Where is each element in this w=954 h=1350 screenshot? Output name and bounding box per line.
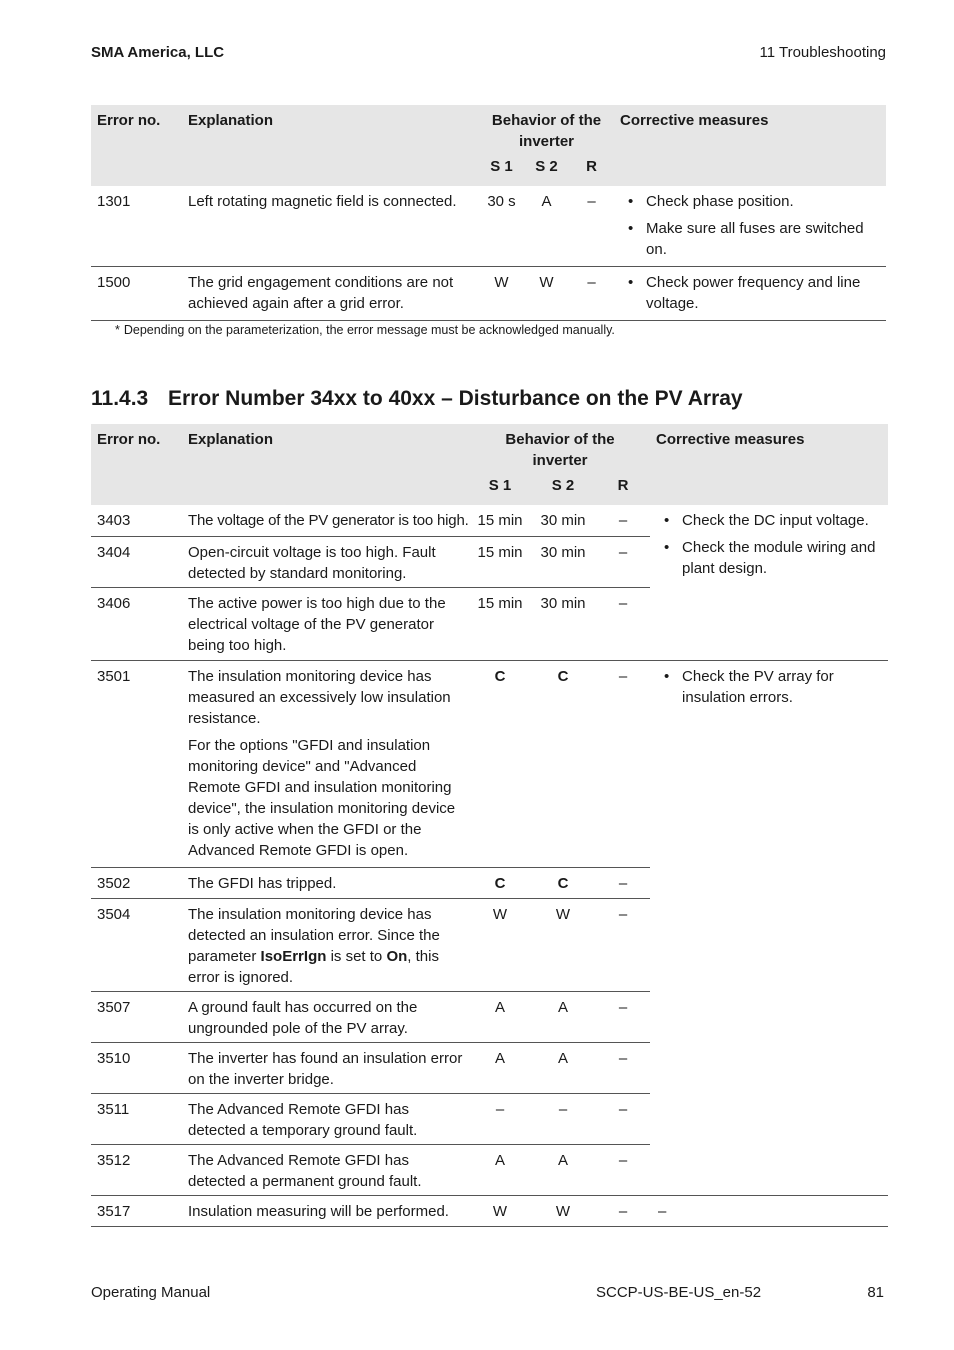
behavior-s2: W	[524, 267, 569, 321]
behavior-s2: 30 min	[540, 512, 586, 529]
col-error-no: Error no.	[91, 424, 182, 475]
explanation: A ground fault has occurred on the ungrounded pole of the PV array.	[182, 991, 470, 1042]
behavior-s1: W	[470, 898, 530, 991]
error-number: 3517	[91, 1195, 182, 1226]
col-s2: S 2	[530, 475, 596, 505]
behavior-s1: W	[479, 267, 524, 321]
error-number: 3406	[91, 587, 182, 660]
behavior-r: –	[596, 867, 650, 898]
error-table-2	[91, 424, 888, 1227]
table-row	[91, 267, 886, 321]
explanation: Open-circuit voltage is too high. Fault detected by standard monitoring.	[182, 536, 470, 587]
footer-doc-id: SCCP-US-BE-US_en-52	[596, 1284, 762, 1301]
error-number: 3501	[91, 660, 182, 867]
behavior-s1: 30 s	[487, 193, 516, 210]
behavior-r: –	[596, 1093, 650, 1144]
col-explanation: Explanation	[182, 105, 479, 156]
behavior-s2: W	[530, 898, 596, 991]
explanation: The GFDI has tripped.	[182, 867, 470, 898]
explanation: The Advanced Remote GFDI has detected a temporary ground fault.	[182, 1093, 470, 1144]
error-number: 3502	[91, 867, 182, 898]
explanation: The voltage of the PV generator is too high.	[188, 512, 469, 529]
explanation-text: The insulation monitoring device has detected an insulation error. Since the parameter	[188, 905, 440, 965]
error-number: 3403	[97, 512, 131, 529]
explanation: The inverter has found an insulation error on the inverter bridge.	[182, 1042, 470, 1093]
col-measures: Corrective measures	[614, 105, 886, 156]
behavior-r: –	[596, 1195, 650, 1226]
explanation: The active power is too high due to the electrical voltage of the PV generator being too high.	[182, 587, 470, 660]
section-heading	[91, 387, 743, 411]
measures-list	[656, 666, 882, 708]
table-row	[91, 660, 888, 867]
behavior-s1: 15 min	[477, 512, 523, 529]
col-measures: Corrective measures	[650, 424, 888, 475]
col-s1: S 1	[479, 156, 524, 186]
behavior-s1: A	[470, 991, 530, 1042]
parameter-name: IsoErrIgn	[260, 947, 327, 965]
corrective-measure: –	[650, 1195, 888, 1226]
error-number: 3510	[91, 1042, 182, 1093]
col-behavior: Behavior of the inverter	[479, 105, 614, 156]
behavior-s2: A	[530, 1144, 596, 1195]
list-item: • Check the PV array for insulation errors.	[656, 666, 882, 708]
header-chapter: 11 Troubleshooting	[759, 44, 886, 61]
behavior-r: –	[587, 193, 596, 210]
table-row	[91, 186, 886, 267]
behavior-r: –	[596, 536, 650, 587]
col-r: R	[596, 475, 650, 505]
behavior-s1: A	[470, 1042, 530, 1093]
error-number: 3512	[91, 1144, 182, 1195]
measures-list	[620, 272, 880, 314]
behavior-s1: –	[470, 1093, 530, 1144]
behavior-r: –	[618, 512, 628, 529]
list-item: • Check the module wiring and plant design.	[656, 537, 882, 579]
col-error-no: Error no.	[91, 105, 182, 156]
explanation: Left rotating magnetic field is connected.	[188, 193, 457, 210]
error-number: 3404	[91, 536, 182, 587]
behavior-s1: W	[470, 1195, 530, 1226]
explanation	[182, 898, 470, 991]
behavior-s1: C	[470, 867, 530, 898]
behavior-s2: A	[530, 991, 596, 1042]
behavior-s1: 15 min	[470, 536, 530, 587]
explanation-text: , this error is ignored.	[188, 947, 439, 986]
behavior-s2: W	[530, 1195, 596, 1226]
behavior-s2: A	[530, 1042, 596, 1093]
col-s2: S 2	[524, 156, 569, 186]
error-table-1	[91, 105, 886, 321]
footnote-mark: *	[115, 323, 120, 337]
header-company: SMA America, LLC	[91, 44, 225, 61]
footnote	[115, 323, 615, 337]
behavior-s1: C	[470, 660, 530, 867]
list-item: • Make sure all fuses are switched on.	[620, 218, 880, 260]
error-number: 3507	[91, 991, 182, 1042]
behavior-s1: A	[470, 1144, 530, 1195]
explanation: The grid engagement conditions are not achieved again after a grid error.	[182, 267, 479, 321]
behavior-s2: –	[530, 1093, 596, 1144]
behavior-r: –	[596, 1042, 650, 1093]
footnote-text: Depending on the parameterization, the error message must be acknowledged manually.	[123, 323, 615, 337]
list-item: • Check the DC input voltage.	[656, 510, 882, 531]
list-item: • Check phase position.	[620, 191, 880, 212]
error-number: 3511	[91, 1093, 182, 1144]
explanation-note: For the options "GFDI and insulation monitoring device" and "Advanced Remote GFDI and insulation monitoring device", the insulation monitoring device is only active when the GFDI or the Advanced Remote GFDI is open.	[188, 736, 456, 859]
footer-page-number: 81	[867, 1284, 884, 1301]
behavior-s2: C	[530, 660, 596, 867]
behavior-s1: 15 min	[470, 587, 530, 660]
section-title: Error Number 34xx to 40xx – Disturbance on the PV Array	[168, 387, 743, 410]
behavior-r: –	[596, 587, 650, 660]
error-number: 1301	[97, 193, 131, 210]
behavior-s2: C	[530, 867, 596, 898]
behavior-r: –	[569, 267, 614, 321]
behavior-s2: A	[541, 193, 552, 210]
col-behavior: Behavior of the inverter	[470, 424, 650, 475]
behavior-s2: 30 min	[530, 587, 596, 660]
table-row	[91, 1195, 888, 1226]
measures-list	[656, 510, 882, 579]
explanation: Insulation measuring will be performed.	[182, 1195, 470, 1226]
explanation-text: is set to	[326, 947, 387, 965]
explanation: The Advanced Remote GFDI has detected a permanent ground fault.	[182, 1144, 470, 1195]
measures-list	[620, 191, 880, 260]
explanation: The insulation monitoring device has measured an excessively low insulation resistance.	[188, 667, 451, 727]
parameter-value: On	[386, 947, 408, 965]
behavior-r: –	[596, 991, 650, 1042]
error-number: 3504	[91, 898, 182, 991]
behavior-r: –	[596, 660, 650, 867]
error-number: 1500	[91, 267, 182, 321]
footer-manual: Operating Manual	[91, 1284, 211, 1301]
table-row	[91, 505, 888, 536]
behavior-s2: 30 min	[530, 536, 596, 587]
section-number: 11.4.3	[91, 387, 149, 410]
list-item: • Check power frequency and line voltage.	[620, 272, 880, 314]
behavior-r: –	[596, 898, 650, 991]
col-r: R	[569, 156, 614, 186]
col-explanation: Explanation	[182, 424, 470, 475]
col-s1: S 1	[470, 475, 530, 505]
behavior-r: –	[596, 1144, 650, 1195]
